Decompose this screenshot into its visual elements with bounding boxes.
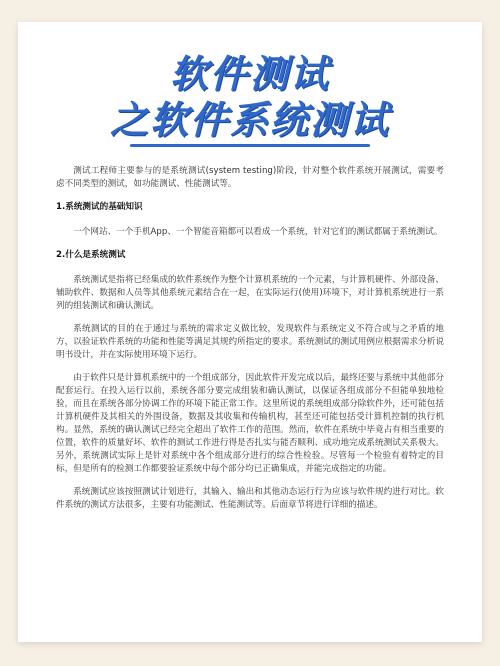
section-2-paragraph-3: 由于软件只是计算机系统中的一个组成部分，因此软件开发完成以后，最终还要与系统中其他部分配套运行。在投入运行以前，系统各部分要完成组装和确认测试，以保证各组成部分不但能单独地检验，而且在系统各部分协调工作的环境下能正常工作。这里所说的系统组成部分除软件外，还可能包括计算机硬件及其相关的外围设备，数据及其收集和传输机构，甚至还可能包括受计算机控制的执行机构。显然，系统的确认测试已经完全超出了软件工作的范围。然而，软件在系统中毕竟占有相当重要的位置，软件的质量好坏、软件的测试工作进行得是否扎实与能否顺利、成功地完成系统测试关系极大。另外，系统测试实际上是针对系统中各个组成部分进行的综合性检验。尽管每一个检验有着特定的目标，但是所有的检测工作都要验证系统中每个部分均已正确集成，并能完成指定的功能。 <box>56 373 444 474</box>
section-2-paragraph-2: 系统测试的目的在于通过与系统的需求定义做比较，发现软件与系统定义不符合或与之矛盾的地方，以验证软件系统的功能和性能等满足其规约所指定的要求。系统测试的测试用例应根据需求分析说明书设计，并在实际使用环境下运行。 <box>56 324 444 360</box>
section-1-paragraph: 一个网站、一个手机App、一个智能音箱都可以看成一个系统，针对它们的测试都属于系统测试。 <box>73 227 443 237</box>
title-line-2: 之软件系统测试 <box>109 98 390 142</box>
section-2-paragraph-1: 系统测试是指将已经集成的软件系统作为整个计算机系统的一个元素，与计算机硬件、外部设备、辅助软件、数据和人员等其他系统元素结合在一起，在实际运行(使用)环境下，对计算机系统进行一系列的组装测试和确认测试。 <box>56 275 444 311</box>
section-2-paragraph-4: 系统测试应该按照测试计划进行，其输入、输出和其他动态运行行为应该与软件规约进行对比。软件系统的测试方法很多，主要有功能测试、性能测试等。后面章节将进行详细的描述。 <box>56 487 444 510</box>
section-1-heading: 1.系统测试的基础知识 <box>56 202 143 212</box>
intro-paragraph: 测试工程师主要参与的是系统测试(system testing)阶段，针对整个软件系统开展测试，需要考虑不同类型的测试，如功能测试、性能测试等。 <box>56 166 444 189</box>
document-page <box>18 22 482 642</box>
document-body <box>18 147 482 512</box>
title-line-1: 软件测试 <box>169 52 330 96</box>
section-2-heading: 2.什么是系统测试 <box>56 250 126 260</box>
